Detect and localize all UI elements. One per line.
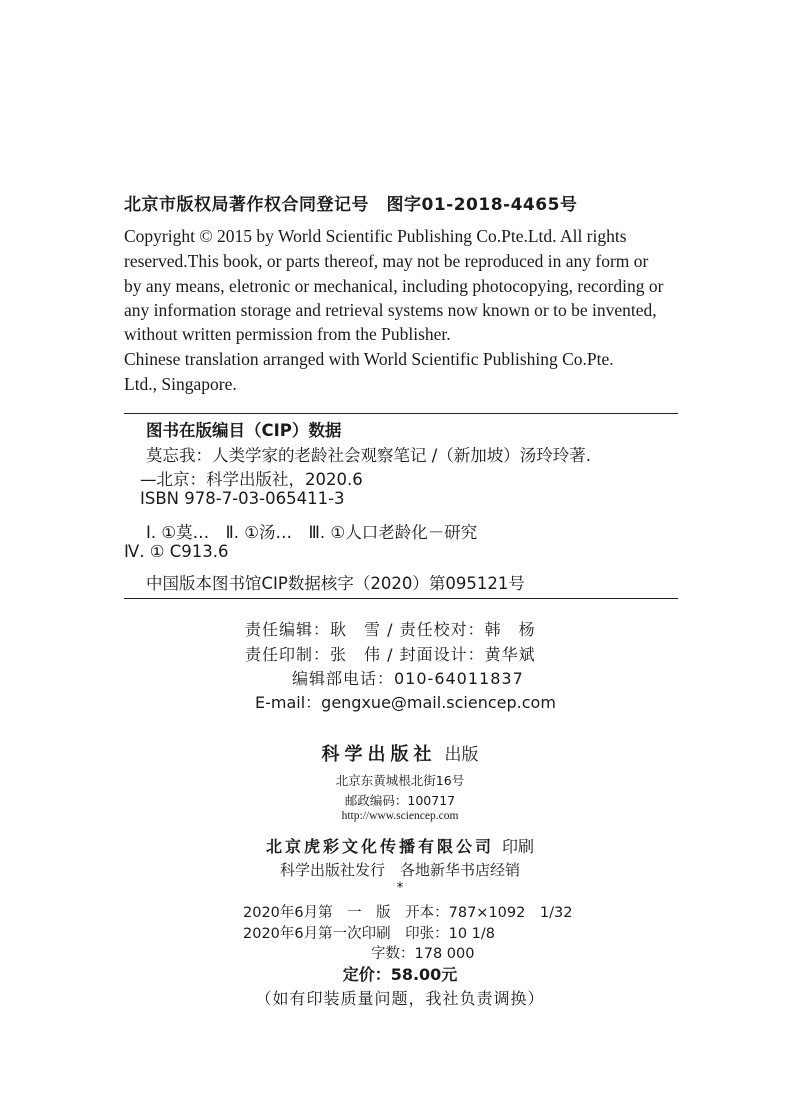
cip-top-rule	[124, 413, 678, 414]
word-count: 字数：178 000	[371, 946, 475, 962]
cip-bottom-rule	[124, 598, 678, 599]
production-credits: 责任印制：张 伟 / 封面设计：黄华斌	[245, 645, 536, 664]
printing-line: 2020年6月第一次印刷 印张：10 1/8	[243, 926, 496, 942]
copyright-registration: 北京市版权局著作权合同登记号 图字01-2018-4465号	[124, 195, 578, 215]
printer-action: 印刷	[502, 837, 535, 856]
copyright-line: without written permission from the Publisher.	[124, 324, 451, 344]
publisher-address: 北京东黄城根北街16号	[335, 773, 465, 788]
cip-classification-line: Ⅳ. ① C913.6	[124, 542, 229, 561]
cip-title-line: 莫忘我：人类学家的老龄社会观察笔记 /（新加坡）汤玲玲著.	[146, 446, 592, 465]
distribution-line: 科学出版社发行 各地新华书店经销	[279, 861, 520, 879]
price: 定价：58.00元	[342, 965, 458, 984]
copyright-line: Chinese translation arranged with World Scientific Publishing Co.Pte.	[124, 349, 614, 369]
publisher-block	[0, 740, 800, 766]
cip-record-number: 中国版本图书馆CIP数据核字（2020）第095121号	[146, 574, 525, 593]
cip-heading: 图书在版编目（CIP）数据	[146, 421, 342, 440]
editorial-phone: 编辑部电话：010-64011837	[292, 669, 524, 688]
editor-credits: 责任编辑：耿 雪 / 责任校对：韩 杨	[245, 620, 536, 639]
copyright-line: by any means, eletronic or mechanical, including photocopying, recording or	[124, 276, 664, 296]
edition-line: 2020年6月第 一 版 开本：787×1092 1/32	[243, 905, 573, 921]
cip-isbn: ISBN 978-7-03-065411-3	[140, 489, 345, 508]
copyright-line: Copyright © 2015 by World Scientific Publishing Co.Pte.Ltd. All rights	[124, 226, 627, 246]
quality-notice: （如有印装质量问题，我社负责调换）	[255, 989, 545, 1008]
cip-classification-line: Ⅰ. ①莫… Ⅱ. ①汤… Ⅲ. ①人口老龄化－研究	[146, 523, 478, 542]
printer-block	[0, 834, 800, 857]
editorial-email: E-mail：gengxue@mail.sciencep.com	[255, 693, 556, 712]
copyright-line: reserved.This book, or parts thereof, may not be reproduced in any form or	[124, 251, 649, 271]
printer-name: 北京虎彩文化传播有限公司	[265, 839, 494, 856]
publisher-action: 出版	[444, 745, 479, 765]
publisher-postcode: 邮政编码：100717	[344, 793, 456, 808]
separator-asterisk: *	[396, 880, 404, 896]
publisher-name: 科学出版社	[321, 744, 437, 764]
copyright-line: any information storage and retrieval systems now known or to be invented,	[124, 300, 657, 320]
copyright-line: Ltd., Singapore.	[124, 374, 237, 394]
cip-publisher-line: —北京：科学出版社，2020.6	[140, 470, 363, 489]
publisher-url: http://www.sciencep.com	[341, 810, 459, 822]
